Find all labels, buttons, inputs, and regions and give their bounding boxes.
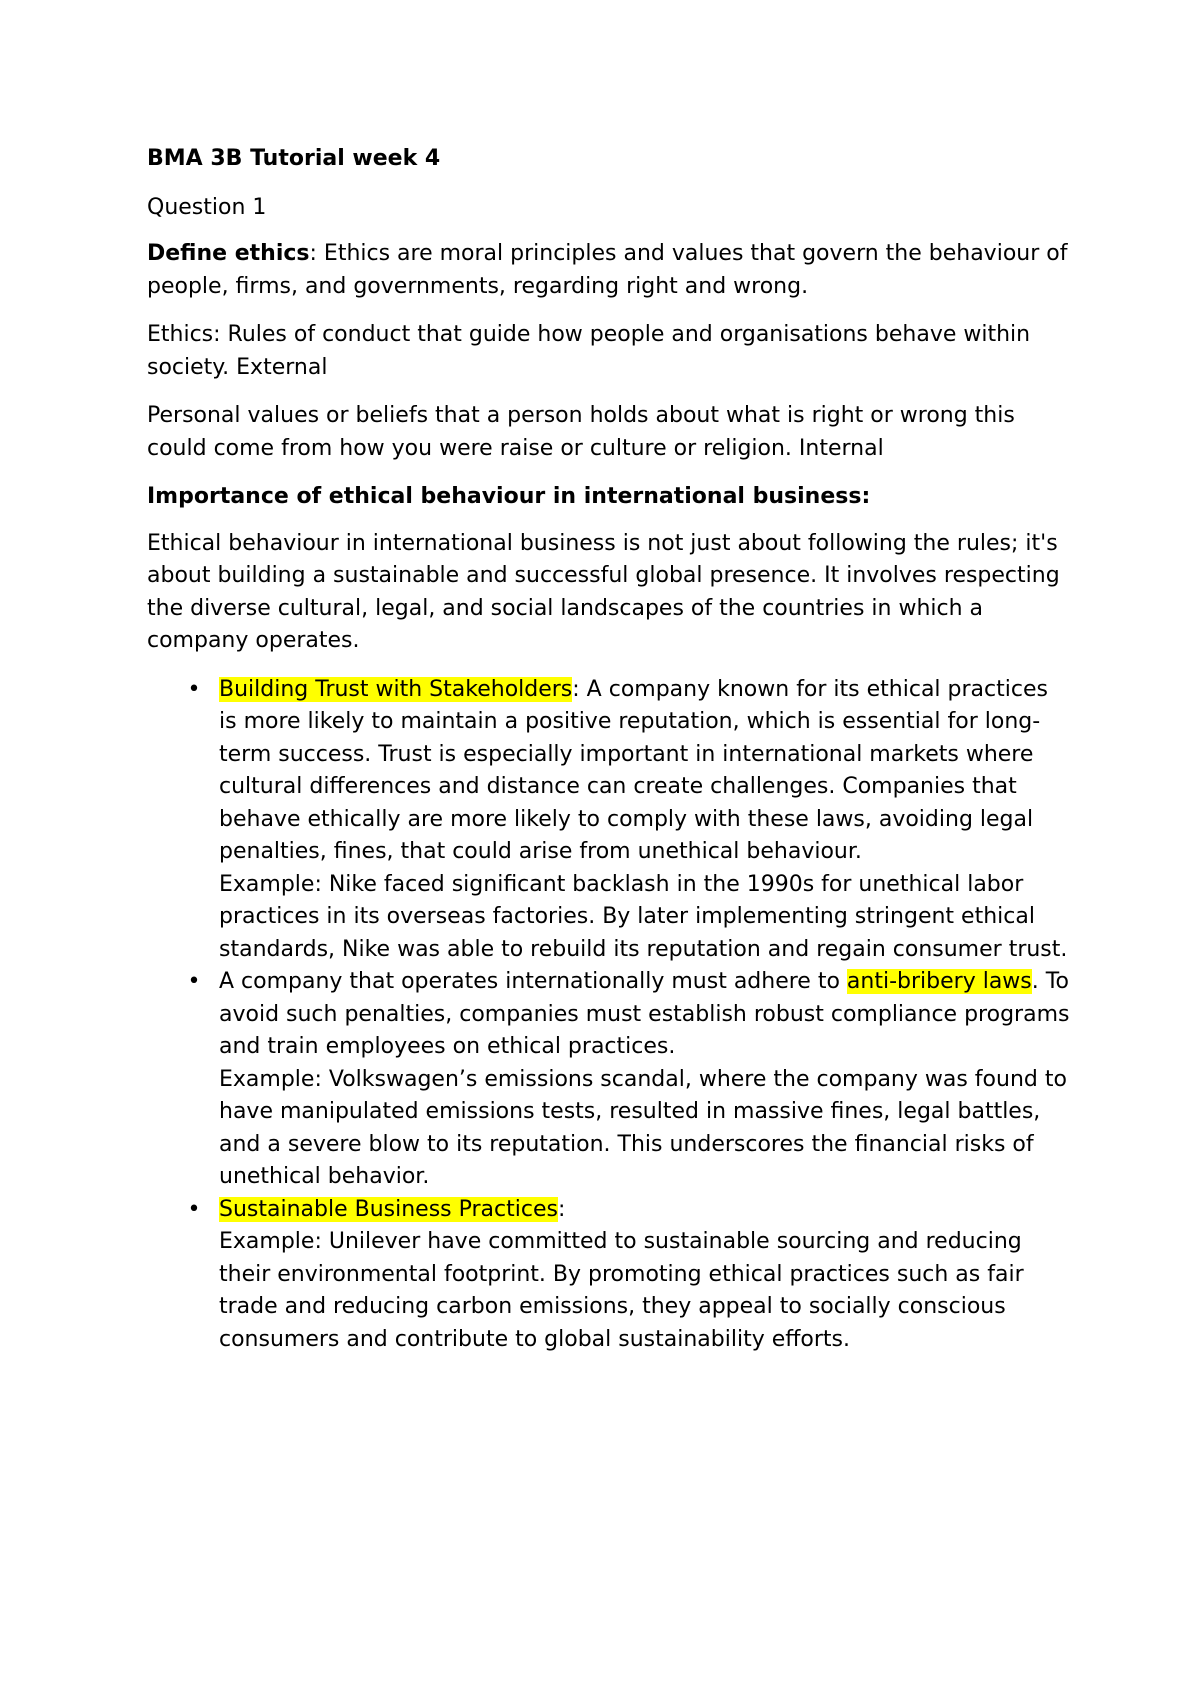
bullet-example: Example: Volkswagen’s emissions scandal, where the company was found to have manipulated emissions tests, resulted in massive fines, legal battles, and a severe blow to its reputation. This underscores the financial risks of unethical behavior. xyxy=(219,1066,1067,1189)
ethics-rules-paragraph: Ethics: Rules of conduct that guide how people and organisations behave within society. External xyxy=(147,322,1031,380)
bullet-example: Example: Unilever have committed to sustainable sourcing and reducing their environmental footprint. By promoting ethical practices such as fair trade and reducing carbon emissions, they appeal to socially conscious consumers and contribute to global sustainability efforts. xyxy=(219,1229,1024,1352)
define-ethics-label: Define ethics xyxy=(147,241,310,266)
document-title: BMA 3B Tutorial week 4 xyxy=(147,146,441,171)
bullet-list xyxy=(147,674,1072,1357)
highlighted-term: Sustainable Business Practices xyxy=(219,1196,558,1222)
bullet-example: Example: Nike faced significant backlash in the 1990s for unethical labor practices in its overseas factories. By later implementing stringent ethical standards, Nike was able to rebuild its reputation and regain consumer trust. xyxy=(219,871,1068,962)
bullet-icon: • xyxy=(187,1196,201,1222)
importance-paragraph: Ethical behaviour in international business is not just about following the rules; it's about building a sustainable and successful global presence. It involves respecting the diverse cultural, legal, and social landscapes of the countries in which a company operates. xyxy=(147,530,1060,653)
list-item xyxy=(147,674,1072,967)
personal-values-paragraph: Personal values or beliefs that a person holds about what is right or wrong this could come from how you were raise or culture or religion. Internal xyxy=(147,403,1015,461)
importance-heading: Importance of ethical behaviour in international business: xyxy=(147,484,871,509)
bullet-text: Sustainable Business Practices: xyxy=(219,1196,566,1222)
bullet-icon: • xyxy=(187,676,201,702)
question-heading: Question 1 xyxy=(147,194,267,220)
list-item xyxy=(147,1194,1072,1357)
define-ethics-paragraph xyxy=(147,238,1072,303)
list-item xyxy=(147,966,1072,1194)
define-ethics-text: : Ethics are moral principles and values that govern the behaviour of people, firms, and governments, regarding right and wrong. xyxy=(147,241,1068,299)
bullet-text: A company that operates internationally must adhere to anti-bribery laws. To avoid such penalties, companies must establish robust compliance programs and train employees on ethical practices. xyxy=(219,969,1070,1059)
bullet-icon: • xyxy=(187,969,201,994)
bullet-text: Building Trust with Stakeholders: A company known for its ethical practices is more likely to maintain a positive reputation, which is essential for long-term success. Trust is especially important in international markets where cultural differences and distance can create challenges. Companies that behave ethically are more likely to comply with these laws, avoiding legal penalties, fines, that could arise from unethical behaviour. xyxy=(219,676,1048,864)
highlighted-term: anti-bribery laws xyxy=(846,969,1032,994)
document-body xyxy=(147,143,1072,1356)
highlighted-term: Building Trust with Stakeholders xyxy=(219,676,573,702)
